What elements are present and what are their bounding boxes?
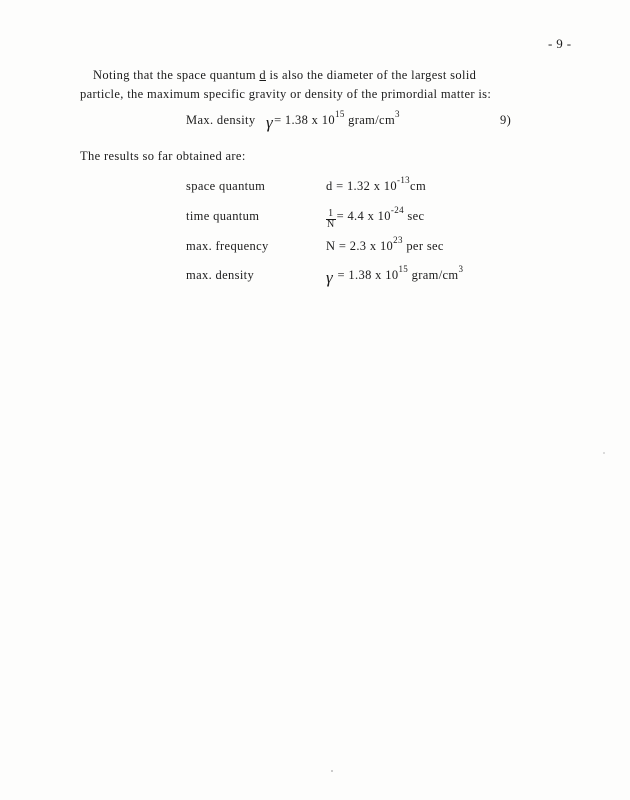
intro-paragraph — [80, 66, 580, 104]
result-label: space quantum — [186, 179, 266, 193]
result-label: max. frequency — [186, 239, 269, 253]
fraction-numerator: 1 — [326, 209, 336, 220]
gamma-symbol: γ — [266, 113, 274, 132]
density-equation — [186, 109, 400, 132]
result-exponent: 23 — [393, 235, 403, 245]
results-intro: The results so far obtained are: — [80, 149, 246, 163]
result-unit: sec — [403, 209, 425, 223]
result-exponent: -13 — [396, 175, 411, 185]
result-value — [326, 264, 464, 287]
result-value-base: N = 2.3 x 10 — [326, 239, 394, 253]
paragraph-line-2: particle, the maximum specific gravity or density of the primordial matter is: — [80, 87, 492, 101]
result-unit: cm — [410, 179, 427, 193]
result-label: max. density — [186, 268, 255, 282]
result-value — [326, 205, 425, 230]
equation-exponent: 15 — [334, 109, 345, 119]
paragraph-line-1-start: Noting that the space quantum — [93, 68, 260, 82]
equation-unit-exponent: 3 — [395, 109, 400, 119]
result-unit: per sec — [402, 239, 444, 253]
result-value-base: = 1.38 x 10 — [334, 268, 399, 282]
equation-value: = 1.38 x 10 — [274, 113, 335, 127]
paragraph-line-1 — [80, 66, 580, 85]
equation-number: 9) — [500, 113, 512, 127]
page-number: - 9 - — [548, 36, 572, 51]
fraction-one-over-n — [326, 209, 336, 230]
equation-unit: gram/cm — [344, 113, 396, 127]
result-value-base: = 4.4 x 10 — [336, 209, 391, 223]
paragraph-line-1-end: is also the diameter of the largest solid — [265, 68, 477, 82]
result-unit-exponent: 3 — [458, 264, 464, 274]
result-value-base: d = 1.32 x 10 — [326, 179, 397, 193]
space-quantum-variable: d — [259, 68, 266, 82]
gamma-symbol: γ — [326, 268, 334, 287]
result-value — [326, 235, 444, 254]
result-unit: gram/cm — [408, 268, 459, 282]
result-value — [326, 175, 427, 194]
scan-speck — [603, 452, 605, 454]
equation-label: Max. density — [186, 113, 256, 127]
fraction-denominator: N — [327, 219, 335, 230]
result-exponent: 15 — [398, 264, 409, 274]
scan-speck — [331, 770, 333, 772]
result-label: time quantum — [186, 209, 260, 223]
result-exponent: -24 — [390, 205, 404, 215]
